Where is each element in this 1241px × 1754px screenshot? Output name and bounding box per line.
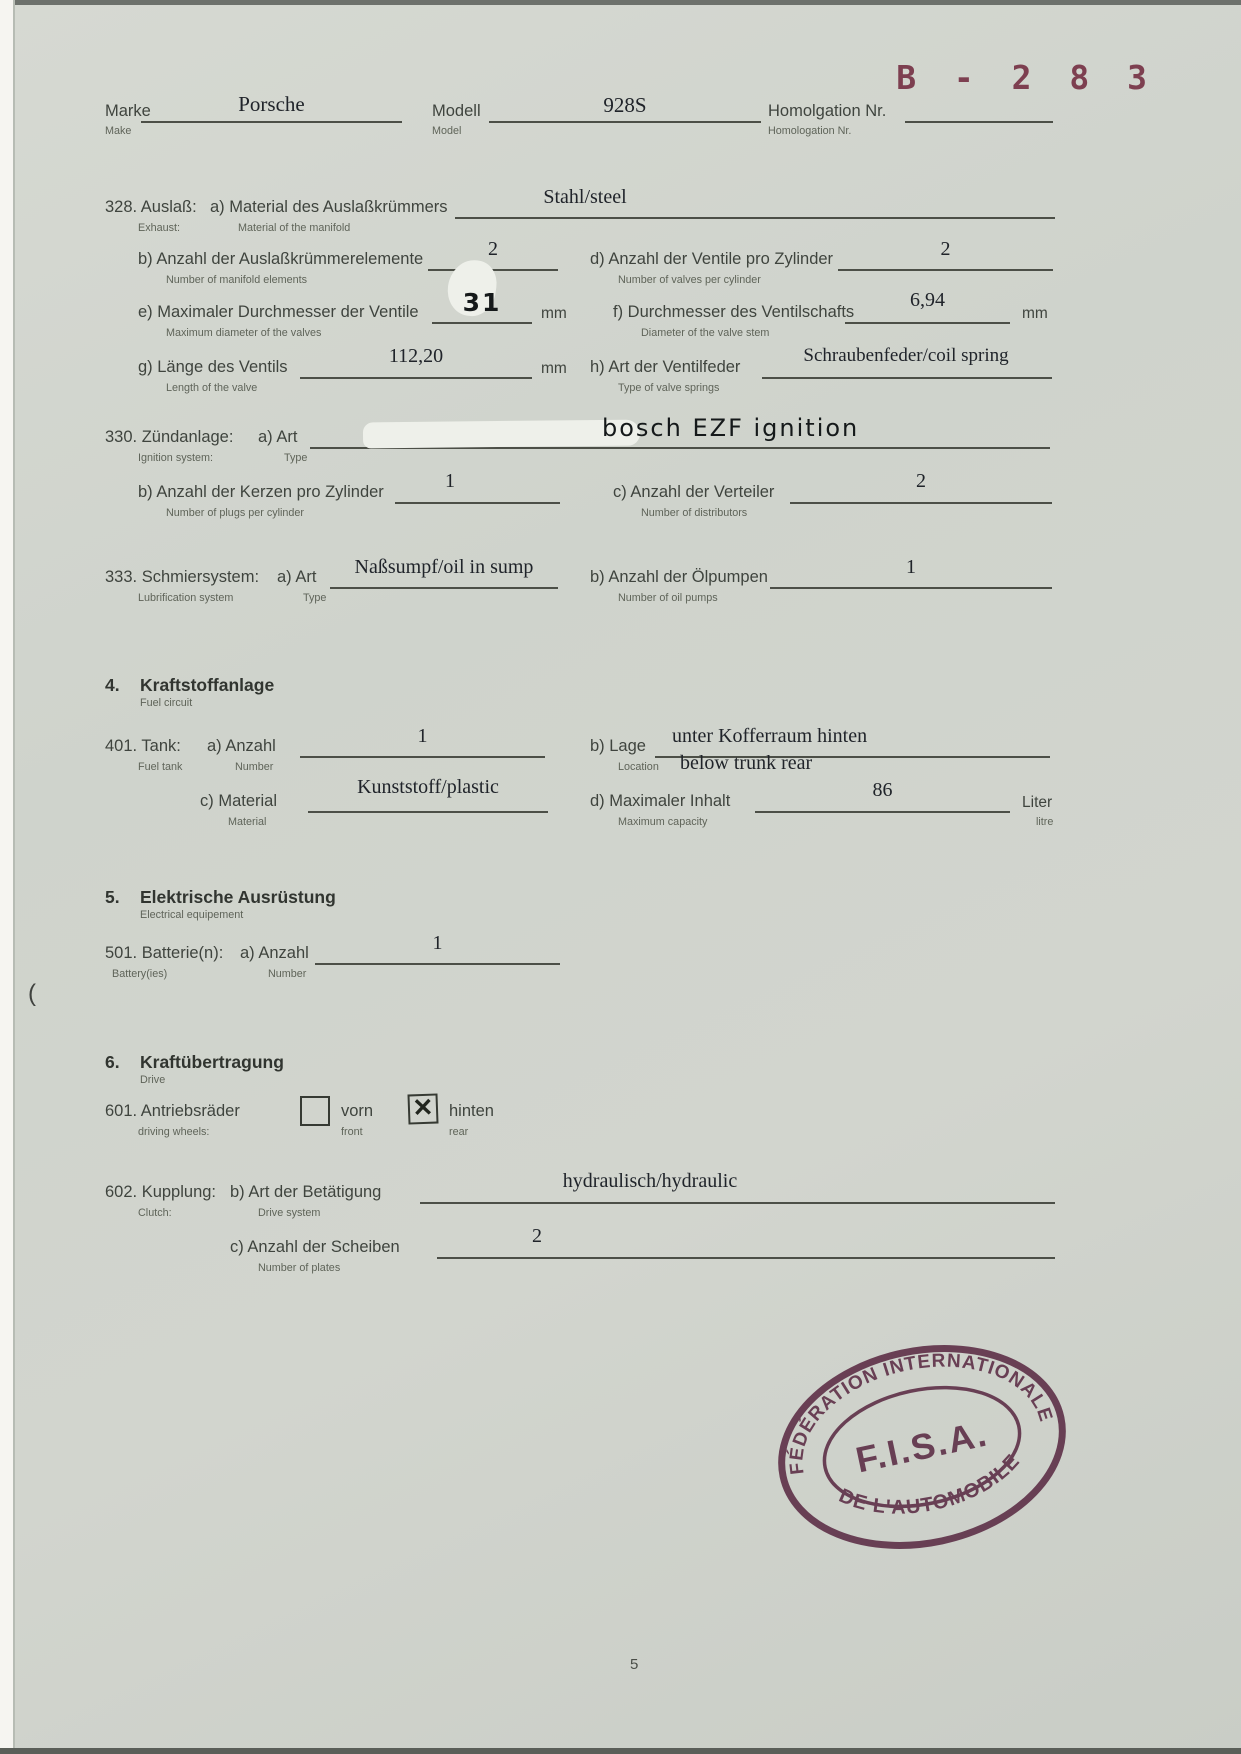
field-330c-value: 2 <box>916 470 926 492</box>
field-602b-underline <box>420 1202 1055 1204</box>
field-401c-underline <box>308 811 548 813</box>
whiteout-strip <box>363 420 640 449</box>
section-601-sublabel: driving wheels: <box>138 1126 210 1138</box>
field-328h-label: h) Art der Ventilfeder <box>590 358 741 376</box>
marke-underline <box>141 121 402 123</box>
modell-value: 928S <box>603 93 647 117</box>
marke-label: Marke <box>105 102 151 120</box>
field-501a-label: a) Anzahl <box>240 944 309 962</box>
field-333a-value: Naßsumpf/oil in sump <box>354 556 534 578</box>
field-328f-unit: mm <box>1022 305 1048 322</box>
field-501a-value: 1 <box>432 932 443 954</box>
field-328f-label: f) Durchmesser des Ventilschafts <box>613 303 855 321</box>
field-401d-unit-sublabel: litre <box>1036 816 1054 828</box>
fisa-stamp <box>753 1313 1090 1581</box>
field-401d-label: d) Maximaler Inhalt <box>590 792 731 810</box>
model-sublabel: Model <box>432 125 462 137</box>
field-602b-label: b) Art der Betätigung <box>230 1183 382 1201</box>
field-602c-value: 2 <box>532 1225 542 1247</box>
field-328d-underline <box>838 269 1053 271</box>
field-401b-sublabel: Location <box>618 761 659 773</box>
field-328h-value: Schraubenfeder/coil spring <box>803 345 1009 366</box>
section-6-number: 6. <box>105 1052 120 1072</box>
homologation-number-stamp: B - 2 8 3 <box>896 58 1156 97</box>
field-328e-value-handwritten: 31 <box>462 288 502 317</box>
field-401c-value: Kunststoff/plastic <box>357 776 499 798</box>
section-5-sublabel: Electrical equipement <box>140 909 244 921</box>
field-501a-sublabel: Number <box>268 968 307 980</box>
scan-edge-top <box>0 0 1241 5</box>
front-wheels-label: vorn <box>341 1102 374 1120</box>
field-333a-label: a) Art <box>277 568 317 586</box>
field-602c-label: c) Anzahl der Scheiben <box>230 1238 400 1256</box>
field-328d-value: 2 <box>940 238 951 260</box>
field-328f-sublabel: Diameter of the valve stem <box>641 327 770 339</box>
page-number: 5 <box>630 1656 639 1673</box>
field-328g-value: 112,20 <box>388 345 444 367</box>
section-5-number: 5. <box>105 887 120 907</box>
field-328a-underline <box>455 217 1055 219</box>
modell-label: Modell <box>432 102 481 120</box>
field-328b-value: 2 <box>488 238 498 260</box>
field-401a-underline <box>300 756 545 758</box>
rear-wheels-label: hinten <box>449 1102 494 1120</box>
field-328g-label: g) Länge des Ventils <box>138 358 288 376</box>
field-328h-underline <box>762 377 1052 379</box>
field-328e-label: e) Maximaler Durchmesser der Ventile <box>138 303 419 321</box>
section-601-title: 601. Antriebsräder <box>105 1102 240 1120</box>
field-602c-sublabel: Number of plates <box>258 1262 341 1274</box>
field-333b-underline <box>770 587 1052 589</box>
field-401d-underline <box>755 811 1010 813</box>
section-6-title: Kraftübertragung <box>140 1052 284 1072</box>
fisa-stamp-center-text: F.I.S.A. <box>852 1412 992 1481</box>
modell-underline <box>489 121 761 123</box>
section-4-sublabel: Fuel circuit <box>140 697 193 709</box>
field-401c-label: c) Material <box>200 792 278 810</box>
field-401b-value-line2: below trunk rear <box>680 752 813 774</box>
field-602b-value: hydraulisch/hydraulic <box>562 1170 738 1192</box>
section-333-title: 333. Schmiersystem: <box>105 568 260 586</box>
field-333b-label: b) Anzahl der Ölpumpen <box>590 568 768 586</box>
field-501a-underline <box>315 963 560 965</box>
section-6-sublabel: Drive <box>140 1074 166 1086</box>
field-330b-underline <box>395 502 560 504</box>
scan-edge-left-line <box>13 0 15 1754</box>
field-328f-value: 6,94 <box>910 289 945 311</box>
field-328d-label: d) Anzahl der Ventile pro Zylinder <box>590 250 834 268</box>
section-328-title: 328. Auslaß: <box>105 198 197 216</box>
fisa-stamp-top-text: FÉDÉRATION INTERNATIONALE <box>786 1350 1057 1476</box>
field-328f-underline <box>845 322 1010 324</box>
field-333a-underline <box>330 587 558 589</box>
field-328a-label: a) Material des Auslaßkrümmers <box>210 198 448 216</box>
field-401a-label: a) Anzahl <box>207 737 276 755</box>
fisa-stamp-bottom-text: DE L'AUTOMOBILE <box>835 1450 1025 1519</box>
field-328d-sublabel: Number of valves per cylinder <box>618 274 761 286</box>
section-328-sublabel: Exhaust: <box>138 222 181 234</box>
field-328b-label: b) Anzahl der Auslaßkrümmerelemente <box>138 250 424 268</box>
field-328e-sublabel: Maximum diameter of the valves <box>166 327 322 339</box>
section-333-sublabel: Lubrification system <box>138 592 234 604</box>
field-602c-underline <box>437 1257 1055 1259</box>
scan-edge-left <box>0 0 13 1754</box>
field-401c-sublabel: Material <box>228 816 267 828</box>
field-328g-sublabel: Length of the valve <box>166 382 258 394</box>
section-401-sublabel: Fuel tank <box>138 761 183 773</box>
homologation-sublabel: Homologation Nr. <box>768 125 852 137</box>
section-5-title: Elektrische Ausrüstung <box>140 887 336 907</box>
field-330c-label: c) Anzahl der Verteiler <box>613 483 775 501</box>
section-401-title: 401. Tank: <box>105 737 181 755</box>
field-401d-value: 86 <box>872 779 893 801</box>
field-330a-sublabel: Type <box>284 452 308 464</box>
field-330b-sublabel: Number of plugs per cylinder <box>166 507 305 519</box>
field-401d-sublabel: Maximum capacity <box>618 816 708 828</box>
section-501-sublabel: Battery(ies) <box>112 968 168 980</box>
field-401a-sublabel: Number <box>235 761 274 773</box>
section-602-sublabel: Clutch: <box>138 1207 172 1219</box>
checkbox-x-mark: ✕ <box>411 1093 434 1123</box>
section-4-title: Kraftstoffanlage <box>140 675 275 695</box>
field-333a-sublabel: Type <box>303 592 327 604</box>
field-330b-label: b) Anzahl der Kerzen pro Zylinder <box>138 483 384 501</box>
field-330b-value: 1 <box>445 470 455 492</box>
field-401b-value-line1: unter Kofferraum hinten <box>672 725 868 747</box>
field-333b-value: 1 <box>906 556 916 578</box>
field-328g-unit: mm <box>541 360 567 377</box>
field-330a-value-handwritten: bosch EZF ignition <box>602 414 860 442</box>
front-wheels-sublabel: front <box>341 1126 363 1138</box>
field-328g-underline <box>300 377 532 379</box>
make-sublabel: Make <box>105 125 132 137</box>
field-401d-unit: Liter <box>1022 794 1053 811</box>
section-501-title: 501. Batterie(n): <box>105 944 224 962</box>
homolgation-label: Homolgation Nr. <box>768 102 887 120</box>
rear-wheels-sublabel: rear <box>449 1126 469 1138</box>
field-328a-sublabel: Material of the manifold <box>238 222 351 234</box>
stray-paren-mark: ( <box>28 980 36 1007</box>
section-330-title: 330. Zündanlage: <box>105 428 234 446</box>
field-333b-sublabel: Number of oil pumps <box>618 592 718 604</box>
field-328h-sublabel: Type of valve springs <box>618 382 720 394</box>
field-328a-value: Stahl/steel <box>543 186 627 208</box>
homolgation-underline <box>905 121 1053 123</box>
field-401b-label: b) Lage <box>590 737 646 755</box>
scan-edge-bottom <box>0 1748 1241 1754</box>
section-602-title: 602. Kupplung: <box>105 1183 217 1201</box>
rear-wheels-checkbox-checked <box>407 1093 438 1124</box>
section-330-sublabel: Ignition system: <box>138 452 214 464</box>
field-328e-unit: mm <box>541 305 567 322</box>
section-4-number: 4. <box>105 675 120 695</box>
field-330c-sublabel: Number of distributors <box>641 507 748 519</box>
front-wheels-checkbox <box>300 1096 330 1126</box>
field-328e-underline <box>432 322 532 324</box>
field-602b-sublabel: Drive system <box>258 1207 321 1219</box>
marke-value: Porsche <box>238 92 305 116</box>
field-330a-label: a) Art <box>258 428 298 446</box>
field-328b-sublabel: Number of manifold elements <box>166 274 308 286</box>
field-330c-underline <box>790 502 1052 504</box>
field-401a-value: 1 <box>417 725 428 747</box>
